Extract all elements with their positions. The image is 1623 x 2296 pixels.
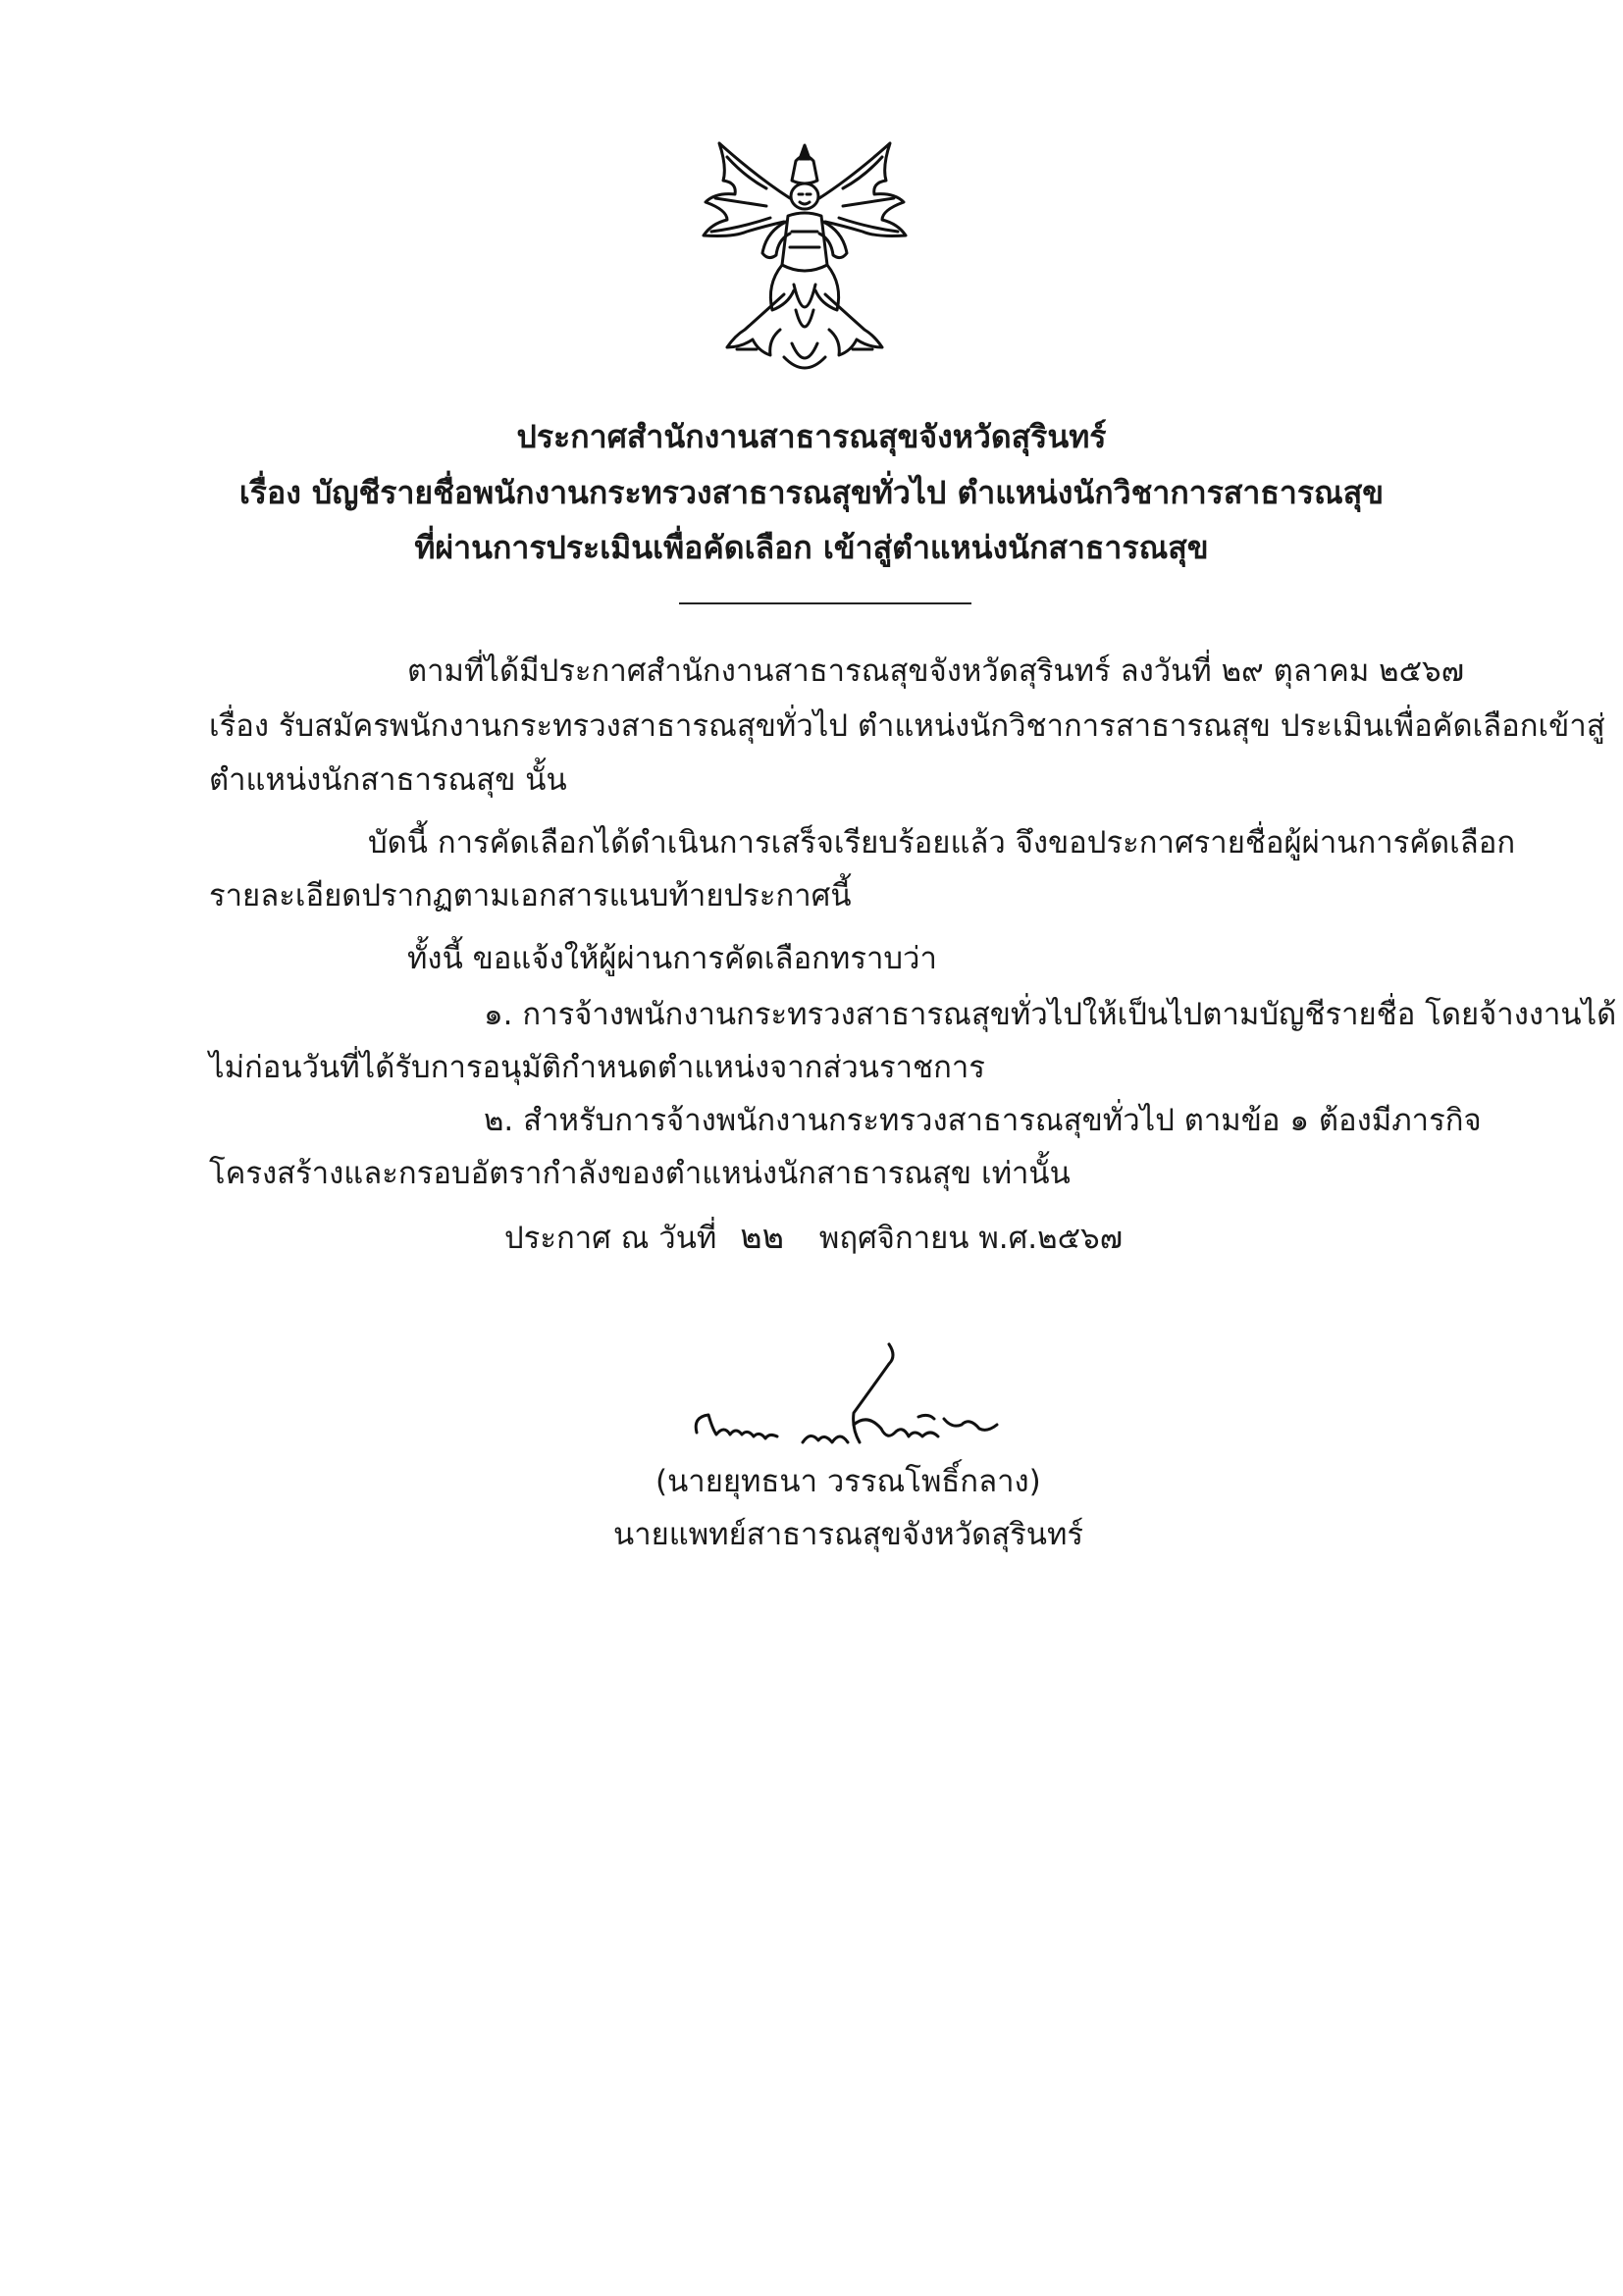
signer-position: นายแพทย์สาธารณสุขจังหวัดสุรินทร์ [613,1517,1084,1552]
date-prefix: ประกาศ ณ วันที่ [504,1221,717,1256]
handwritten-signature-icon [687,1334,1040,1462]
item-1-line-1: ๑. การจ้างพนักงานกระทรวงสาธารณสุขทั่วไปให้เป็นไปตามบัญชีรายชื่อ โดยจ้างงานได้ [484,997,1617,1032]
paragraph-2-line-1: บัดนี้ การคัดเลือกได้ดำเนินการเสร็จเรียบร้อยแล้ว จึงขอประกาศรายชื่อผู้ผ่านการคัดเลือก [368,825,1516,861]
paragraph-3: ทั้งนี้ ขอแจ้งให้ผู้ผ่านการคัดเลือกทราบว่า [407,941,937,976]
item-2-line-1: ๒. สำหรับการจ้างพนักงานกระทรวงสาธารณสุขทั่วไป ตามข้อ ๑ ต้องมีภารกิจ [484,1103,1482,1138]
paragraph-1-line-3: ตำแหน่งนักสาธารณสุข นั้น [209,762,567,798]
date-suffix: พฤศจิกายน พ.ศ.๒๕๖๗ [818,1221,1124,1256]
paragraph-1-line-1: ตามที่ได้มีประกาศสำนักงานสาธารณสุขจังหวัดสุรินทร์ ลงวันที่ ๒๙ ตุลาคม ๒๕๖๗ [407,653,1465,689]
item-2-line-2: โครงสร้างและกรอบอัตรากำลังของตำแหน่งนักสาธารณสุข เท่านั้น [209,1156,1071,1191]
title-divider [679,602,971,604]
date-day-handwritten: ๒๒ [740,1218,785,1257]
paragraph-1-line-2: เรื่อง รับสมัครพนักงานกระทรวงสาธารณสุขทั่วไป ตำแหน่งนักวิชาการสาธารณสุข ประเมินเพื่อคัดเลือกเข้าสู่ [209,708,1605,744]
announcement-title: ประกาศสำนักงานสาธารณสุขจังหวัดสุรินทร์ [516,418,1107,455]
garuda-emblem-icon [698,137,912,381]
subject-line: เรื่อง บัญชีรายชื่อพนักงานกระทรวงสาธารณสุขทั่วไป ตำแหน่งนักวิชาการสาธารณสุข [238,474,1385,511]
paragraph-2-line-2: รายละเอียดปรากฏตามเอกสารแนบท้ายประกาศนี้ [209,878,852,913]
signer-name: (นายยุทธนา วรรณโพธิ์กลาง) [655,1464,1041,1499]
announcement-date [504,1218,1123,1258]
item-1-line-2: ไม่ก่อนวันที่ได้รับการอนุมัติกำหนดตำแหน่งจากส่วนราชการ [209,1050,985,1085]
subject-line-continued: ที่ผ่านการประเมินเพื่อคัดเลือก เข้าสู่ตำแหน่งนักสาธารณสุข [414,529,1209,566]
